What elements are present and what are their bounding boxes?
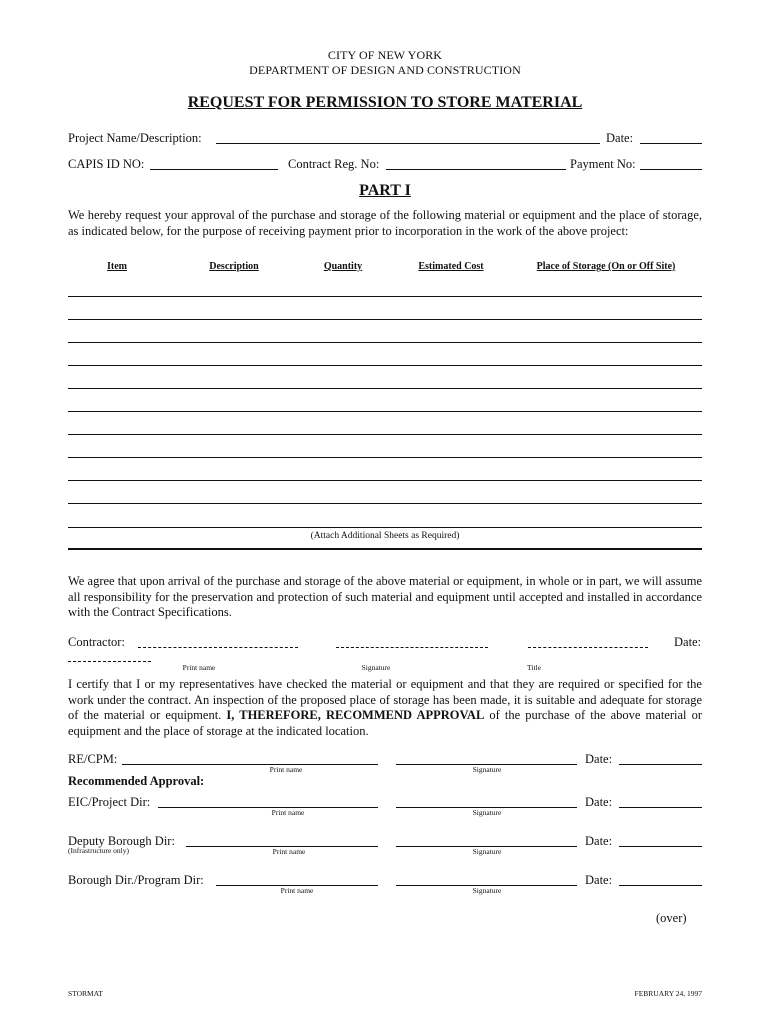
agency-name: CITY OF NEW YORK bbox=[327, 48, 443, 62]
column-description: Description bbox=[209, 261, 259, 272]
signature-caption: Signature bbox=[472, 847, 502, 856]
column-estimated-cost: Estimated Cost bbox=[418, 261, 484, 272]
print-name-caption: Print name bbox=[280, 886, 314, 895]
department-name: DEPARTMENT OF DESIGN AND CONSTRUCTION bbox=[249, 63, 521, 77]
contract-reg-label: Contract Reg. No: bbox=[288, 157, 380, 171]
contractor-title-field[interactable] bbox=[528, 647, 648, 648]
eic-print-name-field[interactable] bbox=[158, 807, 378, 808]
intro-paragraph: We hereby request your approval of the purchase and storage of the following material or equipment and the place of storage, as indicated below, for the purpose of receiving payment prior to incorporation in the work of the above project: bbox=[68, 208, 702, 238]
eic-date-field[interactable] bbox=[619, 807, 702, 808]
payment-no-field[interactable] bbox=[640, 169, 702, 170]
recommended-approval-heading: Recommended Approval: bbox=[68, 774, 205, 788]
revision-date: FEBRUARY 24, 1997 bbox=[634, 989, 702, 998]
table-row[interactable] bbox=[68, 319, 702, 320]
table-row[interactable] bbox=[68, 457, 702, 458]
signature-caption: Signature bbox=[472, 765, 502, 774]
contractor-print-name-field[interactable] bbox=[138, 647, 298, 648]
recommend-approval-statement: I, THEREFORE, RECOMMEND APPROVAL bbox=[226, 708, 485, 722]
recpm-date-label: Date: bbox=[585, 752, 613, 766]
form-code: STORMAT bbox=[68, 989, 103, 998]
borough-date-label: Date: bbox=[585, 873, 613, 887]
signature-caption: Signature bbox=[361, 663, 391, 672]
over-note: (over) bbox=[656, 911, 687, 925]
table-row[interactable] bbox=[68, 480, 702, 481]
date-field[interactable] bbox=[640, 143, 702, 144]
signature-caption: Signature bbox=[472, 886, 502, 895]
column-quantity: Quantity bbox=[323, 261, 363, 272]
certify-paragraph: I certify that I or my representatives have checked the material or equipment and that they are required or specified for the work under the contract. An inspection of the proposed place of storage has been made, it is suitable and adequate for storage of the material or equipment. I, THEREFORE, RECOMMEND APPROVAL of the purchase of the above material or equipment and the place of storage at the indicated location. bbox=[68, 677, 702, 738]
section-divider bbox=[68, 548, 702, 550]
project-name-label: Project Name/Description: bbox=[68, 131, 202, 145]
eic-label: EIC/Project Dir: bbox=[68, 795, 151, 809]
part-title: PART I bbox=[359, 182, 411, 199]
contractor-date-label: Date: bbox=[674, 635, 702, 649]
column-item: Item bbox=[107, 261, 127, 272]
capis-id-label: CAPIS ID NO: bbox=[68, 157, 145, 171]
borough-program-dir-label: Borough Dir./Program Dir: bbox=[68, 873, 204, 887]
title-caption: Title bbox=[527, 663, 541, 672]
table-row[interactable] bbox=[68, 527, 702, 528]
form-title: REQUEST FOR PERMISSION TO STORE MATERIAL bbox=[187, 94, 583, 111]
table-row[interactable] bbox=[68, 411, 702, 412]
table-row[interactable] bbox=[68, 296, 702, 297]
signature-caption: Signature bbox=[472, 808, 502, 817]
table-row[interactable] bbox=[68, 365, 702, 366]
contractor-label: Contractor: bbox=[68, 635, 125, 649]
deputy-date-field[interactable] bbox=[619, 846, 702, 847]
recpm-label: RE/CPM: bbox=[68, 752, 118, 766]
project-name-field[interactable] bbox=[216, 143, 600, 144]
table-row[interactable] bbox=[68, 434, 702, 435]
column-place-of-storage: Place of Storage (On or Off Site) bbox=[536, 261, 676, 272]
infrastructure-only-note: (Infrastructure only) bbox=[68, 846, 130, 855]
deputy-date-label: Date: bbox=[585, 834, 613, 848]
attach-sheets-note: (Attach Additional Sheets as Required) bbox=[310, 531, 460, 541]
eic-date-label: Date: bbox=[585, 795, 613, 809]
agreement-paragraph: We agree that upon arrival of the purchase and storage of the above material or equipment, in whole or in part, we will assume all responsibility for the preservation and protection of such material and equipment until accepted and installed in accordance with the Contract Specifications. bbox=[68, 574, 702, 619]
contract-reg-field[interactable] bbox=[386, 169, 566, 170]
print-name-caption: Print name bbox=[271, 808, 305, 817]
date-label: Date: bbox=[606, 131, 634, 145]
payment-no-label: Payment No: bbox=[570, 157, 636, 171]
recpm-date-field[interactable] bbox=[619, 764, 702, 765]
print-name-caption: Print name bbox=[182, 663, 216, 672]
table-row[interactable] bbox=[68, 503, 702, 504]
borough-date-field[interactable] bbox=[619, 885, 702, 886]
table-row[interactable] bbox=[68, 388, 702, 389]
contractor-signature-field[interactable] bbox=[336, 647, 488, 648]
table-row[interactable] bbox=[68, 342, 702, 343]
recpm-print-name-field[interactable] bbox=[122, 764, 378, 765]
contractor-date-field[interactable] bbox=[68, 661, 151, 662]
deputy-borough-dir-label: Deputy Borough Dir: bbox=[68, 834, 175, 848]
print-name-caption: Print name bbox=[272, 847, 306, 856]
capis-id-field[interactable] bbox=[150, 169, 278, 170]
print-name-caption: Print name bbox=[269, 765, 303, 774]
